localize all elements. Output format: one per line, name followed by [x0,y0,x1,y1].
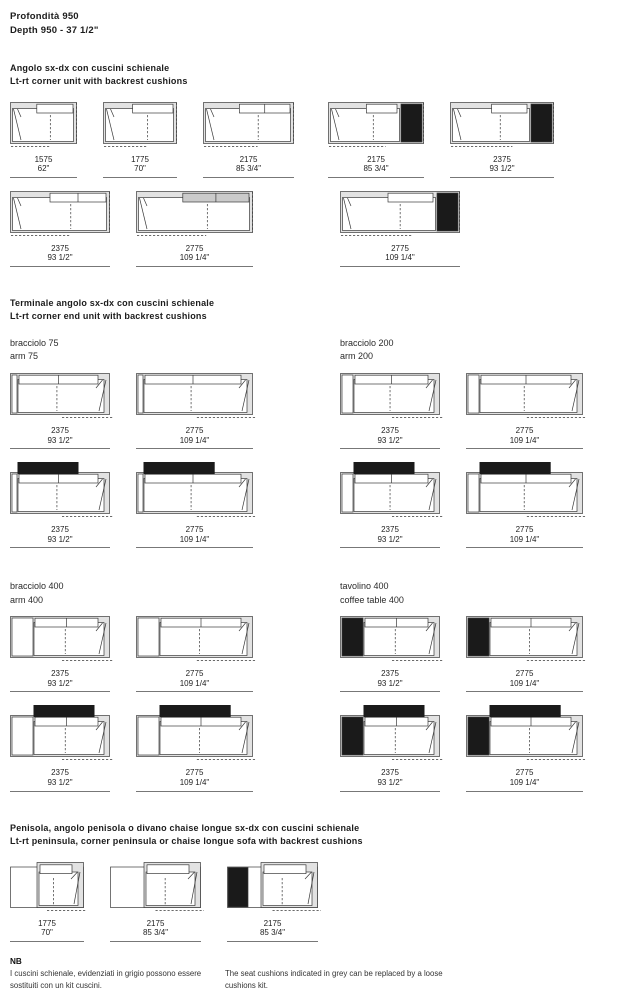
dimension-inches: 109 1/4" [179,678,210,688]
dimension-mm: 2775 [185,525,204,535]
dimension-mm: 2775 [515,768,534,778]
dimension-label [466,426,583,449]
dimension-mm: 2775 [391,243,409,253]
section-heading [10,297,610,324]
dimension-label [340,426,440,449]
diagram-group-right [328,102,554,178]
variant-label-arm200 [340,337,394,364]
sofa-diagram [466,705,583,791]
section-heading-english: Lt-rt peninsula, corner peninsula or chaise longue sofa with backrest cushions [10,836,363,847]
diagram-group-left [10,462,253,548]
dimension-label [10,768,110,791]
dimension-inches: 109 1/4" [179,435,210,445]
dimension-inches: 93 1/2" [489,164,515,174]
dimension-mm: 2775 [515,669,534,679]
dimension-mm: 2775 [185,243,204,253]
sofa-diagram [466,373,583,449]
section-heading-english: Lt-rt corner end unit with backrest cushions [10,311,207,322]
diagram-group-right [340,705,583,791]
dimension-label [10,426,110,449]
sofa-diagram [136,616,253,692]
page-title-italian: Profondità 950 [10,11,79,22]
variant-labels-arm400-table400 [10,580,610,607]
variant-label-italian: bracciolo 75 [10,337,59,348]
sofa-top-view-drawing [103,102,177,149]
dimension-inches: 70" [134,164,146,174]
footnote-english: The seat cushions indicated in grey can be replaced by a loose cushions kit. [225,969,443,990]
dimension-inches: 93 1/2" [47,778,73,788]
dimension-label [466,768,583,791]
dimension-label [10,244,110,267]
page-title-english: Depth 950 - 37 1/2" [10,24,99,36]
dimension-mm: 2375 [51,425,69,435]
variant-label-italian: bracciolo 400 [10,581,64,592]
diagram-group-right [340,462,583,548]
sofa-diagram [136,462,253,548]
diagram-group-left [10,705,253,791]
dimension-inches: 93 1/2" [47,534,73,544]
diagram-group-left [10,616,253,692]
dimension-inches: 109 1/4" [509,534,540,544]
sofa-diagram [10,705,110,791]
footnote-nb-label: NB [10,956,22,966]
dimension-inches: 109 1/4" [179,778,210,788]
sofa-top-view-drawing [328,102,424,149]
sofa-diagram [450,102,554,178]
dimension-label [110,919,201,942]
diagram-row [10,102,610,178]
dimension-label [10,525,110,548]
diagram-group-left [10,191,253,267]
sofa-diagram [136,705,253,791]
dimension-label [136,244,253,267]
variant-label-english: coffee table 400 [340,594,404,605]
sofa-top-view-drawing [340,191,460,238]
sofa-diagram [340,705,440,791]
dimension-inches: 93 1/2" [47,253,73,263]
dimension-inches: 85 3/4" [363,164,389,174]
sofa-top-view-drawing [10,191,110,238]
dimension-label [136,426,253,449]
sofa-diagram [136,191,253,267]
variant-label-italian: tavolino 400 [340,581,389,592]
sofa-diagram [340,462,440,548]
diagram-group-right [340,373,583,449]
sofa-diagram [10,191,110,267]
sofa-top-view-drawing [450,102,554,149]
sofa-top-view-drawing [10,862,84,913]
dimension-mm: 2375 [381,425,399,435]
variant-label-english: arm 400 [10,594,44,605]
footnote [10,956,610,992]
sofa-top-view-drawing [340,705,440,762]
sofa-top-view-drawing [466,373,583,420]
sofa-top-view-drawing [10,373,110,420]
variant-labels-arm75-arm200 [10,337,610,364]
section-heading-italian: Penisola, angolo penisola o divano chaise longue sx-dx con cuscini schienale [10,822,360,833]
sofa-diagram [466,616,583,692]
dimension-label [10,155,77,178]
dimension-inches: 109 1/4" [179,253,210,263]
dimension-mm: 2175 [263,918,282,928]
dimension-inches: 109 1/4" [385,253,415,263]
sofa-top-view-drawing [136,616,253,663]
sofa-diagram [110,862,201,942]
dimension-mm: 2775 [515,525,534,535]
dimension-mm: 2175 [239,154,258,164]
sofa-diagram [328,102,424,178]
dimension-label [103,155,177,178]
dimension-mm: 1775 [131,154,149,164]
footnote-columns [10,968,610,991]
dimension-inches: 85 3/4" [142,928,169,938]
variant-label-italian: bracciolo 200 [340,337,394,348]
footnote-italian: I cuscini schienale, evidenziati in grigio possono essere sostituiti con un kit cuscini. [10,969,202,990]
sofa-top-view-drawing [10,462,110,519]
section-heading-italian: Terminale angolo sx-dx con cuscini schienale [10,297,215,308]
dimension-mm: 2375 [51,243,69,253]
dimension-label [10,919,84,942]
sofa-top-view-drawing [340,616,440,663]
diagram-row [10,462,610,548]
dimension-inches: 93 1/2" [377,435,403,445]
dimension-inches: 93 1/2" [47,435,73,445]
diagram-group-right [340,616,583,692]
dimension-inches: 93 1/2" [377,534,403,544]
sofa-diagram [227,862,318,942]
section-heading [10,822,610,849]
section-heading-italian: Angolo sx-dx con cuscini schienale [10,62,170,73]
dimension-label [450,155,554,178]
dimension-inches: 93 1/2" [377,678,403,688]
diagram-row [10,705,610,791]
diagram-group-left [10,102,294,178]
sofa-top-view-drawing [466,705,583,762]
diagram-group-right [340,191,460,267]
dimension-mm: 2775 [515,425,534,435]
sofa-top-view-drawing [203,102,294,149]
sofa-top-view-drawing [10,705,110,762]
dimension-mm: 2375 [381,525,399,535]
sofa-diagram [10,462,110,548]
dimension-inches: 70" [41,928,53,938]
dimension-label [340,525,440,548]
dimension-mm: 2175 [146,918,165,928]
dimension-label [340,669,440,692]
diagram-row [10,616,610,692]
dimension-inches: 109 1/4" [509,435,540,445]
dimension-mm: 2775 [185,768,204,778]
dimension-mm: 2375 [493,154,511,164]
sofa-top-view-drawing [10,102,77,149]
dimension-label [340,244,460,267]
sofa-diagram [340,616,440,692]
variant-label-arm75 [10,337,610,364]
sofa-top-view-drawing [10,616,110,663]
sofa-diagram [466,462,583,548]
section-heading-english: Lt-rt corner unit with backrest cushions [10,76,188,87]
sofa-diagram [136,373,253,449]
dimension-inches: 85 3/4" [259,928,286,938]
sofa-diagram [10,862,84,942]
dimension-mm: 2775 [185,425,204,435]
dimension-mm: 2375 [51,669,69,679]
dimension-mm: 2375 [381,768,399,778]
sofa-top-view-drawing [136,462,253,519]
dimension-inches: 109 1/4" [179,534,210,544]
dimension-mm: 2375 [51,768,69,778]
sofa-top-view-drawing [340,462,440,519]
diagram-row [10,862,610,942]
dimension-label [136,525,253,548]
sofa-top-view-drawing [466,462,583,519]
variant-label-english: arm 200 [340,351,374,362]
dimension-inches: 93 1/2" [47,678,73,688]
sofa-diagram [203,102,294,178]
sofa-diagram [10,373,110,449]
diagram-row [10,191,610,267]
variant-label-arm400 [10,580,610,607]
sofa-top-view-drawing [110,862,201,913]
sofa-diagram [10,616,110,692]
diagram-row [10,373,610,449]
dimension-mm: 2175 [367,154,385,164]
dimension-label [136,768,253,791]
dimension-label [466,669,583,692]
variant-label-english: arm 75 [10,351,39,362]
dimension-mm: 2375 [51,525,69,535]
section-corner-unit [10,62,610,267]
dimension-inches: 109 1/4" [509,778,540,788]
dimension-label [328,155,424,178]
sofa-diagram [10,102,77,178]
dimension-label [136,669,253,692]
dimension-label [340,768,440,791]
section-corner-end-unit [10,297,610,792]
sofa-top-view-drawing [340,373,440,420]
sofa-top-view-drawing [466,616,583,663]
sofa-diagram [340,373,440,449]
section-peninsula [10,822,610,942]
dimension-mm: 2375 [381,669,399,679]
dimension-inches: 85 3/4" [235,164,262,174]
page-header [10,10,610,38]
variant-label-coffee-table-400 [340,580,404,607]
dimension-label [227,919,318,942]
section-heading [10,62,610,89]
sofa-diagram [103,102,177,178]
sofa-top-view-drawing [136,191,253,238]
sofa-top-view-drawing [227,862,318,913]
sofa-top-view-drawing [136,373,253,420]
diagram-group-left [10,373,253,449]
dimension-inches: 109 1/4" [509,678,540,688]
dimension-mm: 1775 [38,918,56,928]
dimension-mm: 2775 [185,669,204,679]
sofa-diagram [340,191,460,267]
dimension-inches: 62" [37,164,50,174]
dimension-label [10,669,110,692]
sofa-top-view-drawing [136,705,253,762]
dimension-label [466,525,583,548]
dimension-mm: 1575 [34,154,53,164]
diagram-group-left [10,862,318,942]
dimension-inches: 93 1/2" [377,778,403,788]
dimension-label [203,155,294,178]
